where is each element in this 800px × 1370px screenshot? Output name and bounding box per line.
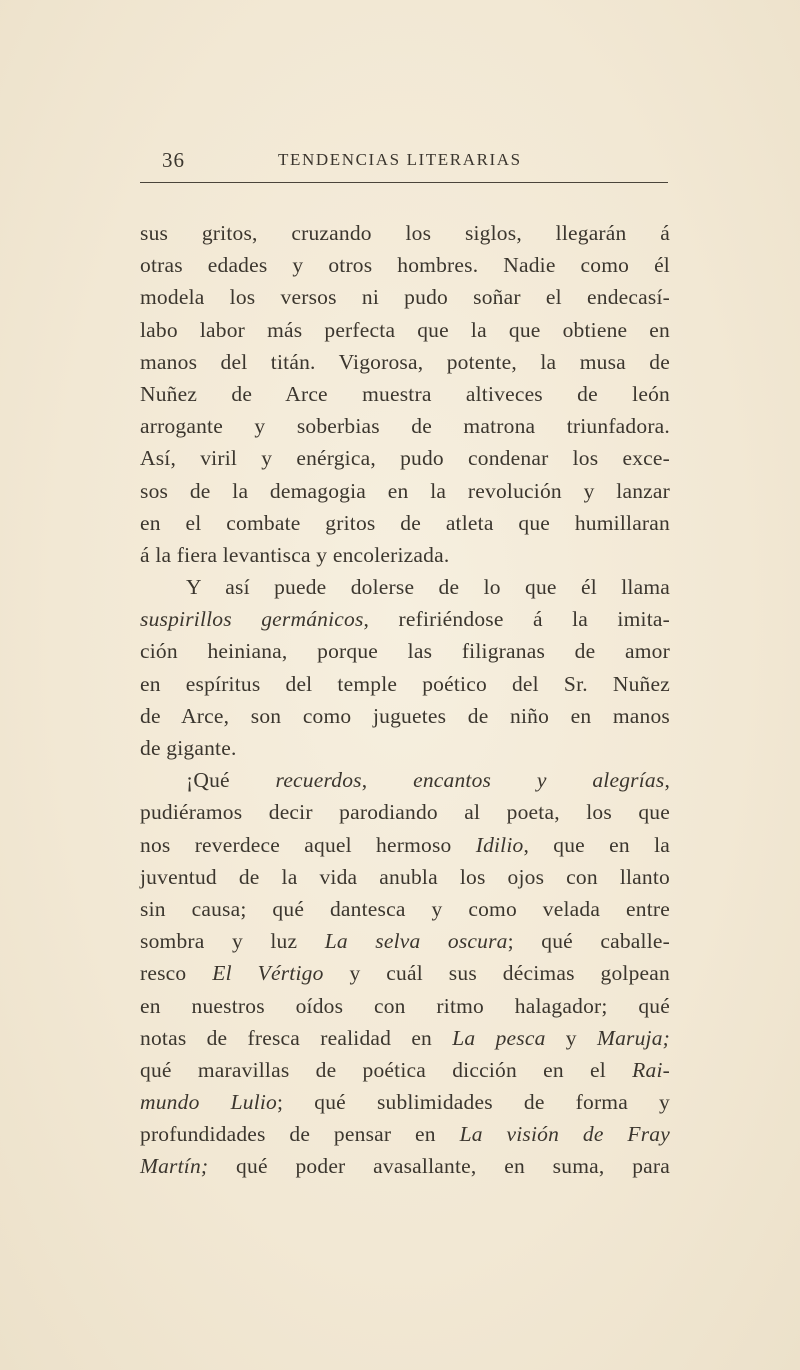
line-segment: qué poder avasallante, en suma, para	[208, 1154, 670, 1179]
line-segment: notas de fresca realidad en	[140, 1025, 453, 1050]
text-line: de gigante.	[140, 736, 237, 760]
text-line: otras edades y otros hombres. Nadie como él	[140, 253, 670, 278]
text-line	[140, 1054, 670, 1086]
italic-title: recuerdos	[275, 768, 362, 793]
text-line	[140, 1022, 670, 1054]
line-segment: ,	[361, 768, 414, 793]
text-line: modela los versos ni pudo soñar el endecasí-	[140, 285, 670, 310]
running-title: TENDENCIAS LITERARIAS	[278, 150, 522, 169]
italic-title: suspirillos germánicos	[140, 607, 364, 632]
italic-title: mundo Lulio	[140, 1090, 277, 1115]
text-line: arrogante y soberbias de matrona triunfadora.	[140, 414, 670, 439]
text-line: en espíritus del temple poético del Sr. Nuñez	[140, 671, 670, 696]
italic-title: La selva oscura	[324, 929, 508, 954]
italic-title: El Vértigo	[212, 961, 324, 986]
body-text	[140, 217, 670, 1183]
line-segment: y cuál sus décimas golpean	[323, 961, 670, 986]
italic-title: La visión de Fray	[459, 1122, 670, 1147]
text-line: á la fiera levantisca y encolerizada.	[140, 542, 450, 567]
italic-title: encantos y alegrías	[413, 768, 665, 793]
line-segment: ; qué sublimidades de forma y	[277, 1090, 670, 1115]
line-segment: , refiriéndose á la imita-	[363, 607, 670, 632]
text-line: en el combate gritos de atleta que humillaran	[140, 510, 670, 535]
header-rule	[140, 182, 668, 183]
italic-title: Martín;	[140, 1154, 209, 1179]
line-segment: profundidades de pensar en	[140, 1122, 460, 1147]
text-line: manos del titán. Vigorosa, potente, la musa de	[140, 349, 670, 374]
line-segment: resco	[140, 961, 213, 986]
text-line: juventud de la vida anubla los ojos con llanto	[140, 864, 670, 889]
line-segment: , que en la	[523, 832, 670, 857]
text-line: labo labor más perfecta que la que obtiene en	[140, 317, 670, 342]
text-line: en nuestros oídos con ritmo halagador; qué	[140, 993, 670, 1018]
text-line: sin causa; qué dantesca y como velada entre	[140, 896, 670, 921]
line-segment: qué maravillas de poética dicción en el	[140, 1057, 633, 1082]
text-line: pudiéramos decir parodiando al poeta, los que	[140, 800, 670, 825]
italic-title: La pesca	[452, 1025, 546, 1050]
text-line: ción heiniana, porque las filigranas de amor	[140, 639, 670, 664]
running-head	[140, 148, 668, 176]
text-line	[140, 764, 670, 796]
text-line	[140, 925, 670, 957]
text-line	[140, 829, 670, 861]
line-segment: nos reverdece aquel hermoso	[140, 832, 476, 857]
line-segment: ; qué caballe-	[507, 929, 670, 954]
text-line	[140, 603, 670, 635]
italic-title: Idilio	[475, 832, 524, 857]
text-line: Nuñez de Arce muestra altiveces de león	[140, 381, 670, 406]
line-segment: ,	[664, 768, 671, 793]
text-line: Y así puede dolerse de lo que él llama	[186, 575, 670, 600]
text-line: sos de la demagogia en la revolución y lanzar	[140, 478, 670, 503]
line-segment: ¡Qué	[186, 768, 276, 793]
text-line: de Arce, son como juguetes de niño en manos	[140, 703, 670, 728]
italic-title: Maruja;	[596, 1025, 671, 1050]
text-line	[140, 1118, 670, 1150]
text-line	[140, 1086, 670, 1118]
page-number: 36	[162, 148, 185, 172]
line-segment: sombra y luz	[140, 929, 325, 954]
text-line: sus gritos, cruzando los siglos, llegarán á	[140, 221, 670, 245]
italic-title: Rai-	[632, 1057, 670, 1082]
line-segment: y	[545, 1025, 597, 1050]
text-line	[140, 957, 670, 989]
text-line: Así, viril y enérgica, pudo condenar los exce-	[140, 446, 670, 471]
text-line	[140, 1150, 670, 1182]
